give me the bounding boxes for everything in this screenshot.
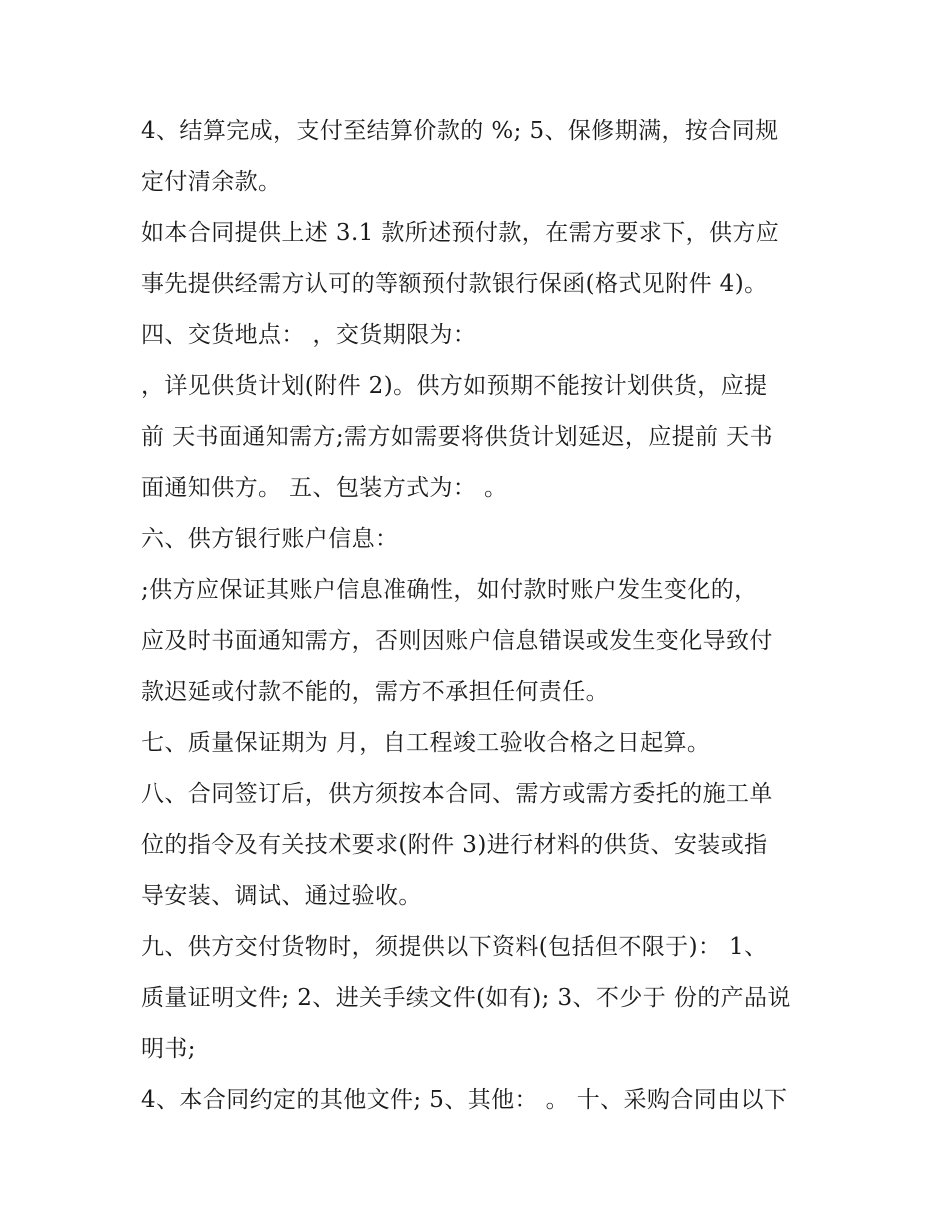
text-line: 定付清余款。 <box>141 169 282 195</box>
text-line: ;供方应保证其账户信息准确性，如付款时账户发生变化的， <box>141 577 758 603</box>
text-line: 八、合同签订后，供方须按本合同、需方或需方委托的施工单 <box>141 781 773 807</box>
text-line: 事先提供经需方认可的等额预付款银行保函(格式见附件 4)。 <box>141 271 768 297</box>
text-line: 款迟延或付款不能的，需方不承担任何责任。 <box>141 679 609 705</box>
text-line: 质量证明文件; 2、进关手续文件(如有); 3、不少于 份的产品说 <box>141 985 791 1011</box>
text-line: 明书; <box>141 1036 196 1062</box>
text-line: 前 天书面通知需方;需方如需要将供货计划延迟，应提前 天书 <box>141 424 773 450</box>
text-line: 六、供方银行账户信息： <box>141 526 399 552</box>
text-line: 面通知供方。 五、包装方式为： 。 <box>141 475 508 501</box>
text-line: 如本合同提供上述 3.1 款所述预付款，在需方要求下，供方应 <box>141 220 780 246</box>
text-line: ，详见供货计划(附件 2)。供方如预期不能按计划供货，应提 <box>141 373 768 399</box>
text-line: 位的指令及有关技术要求(附件 3)进行材料的供货、安装或指 <box>141 832 768 858</box>
text-line: 4、结算完成，支付至结算价款的 %; 5、保修期满，按合同规 <box>141 118 779 144</box>
text-line: 4、本合同约定的其他文件; 5、其他： 。 十、采购合同由以下 <box>141 1087 788 1113</box>
text-line: 七、质量保证期为 月，自工程竣工验收合格之日起算。 <box>141 730 711 756</box>
text-line: 导安装、调试、通过验收。 <box>141 883 422 909</box>
document-body <box>141 106 821 1126</box>
text-line: 应及时书面通知需方，否则因账户信息错误或发生变化导致付 <box>141 628 773 654</box>
text-line: 九、供方交付货物时，须提供以下资料(包括但不限于)： 1、 <box>141 934 768 960</box>
text-line: 四、交货地点： ，交货期限为： <box>141 322 477 348</box>
